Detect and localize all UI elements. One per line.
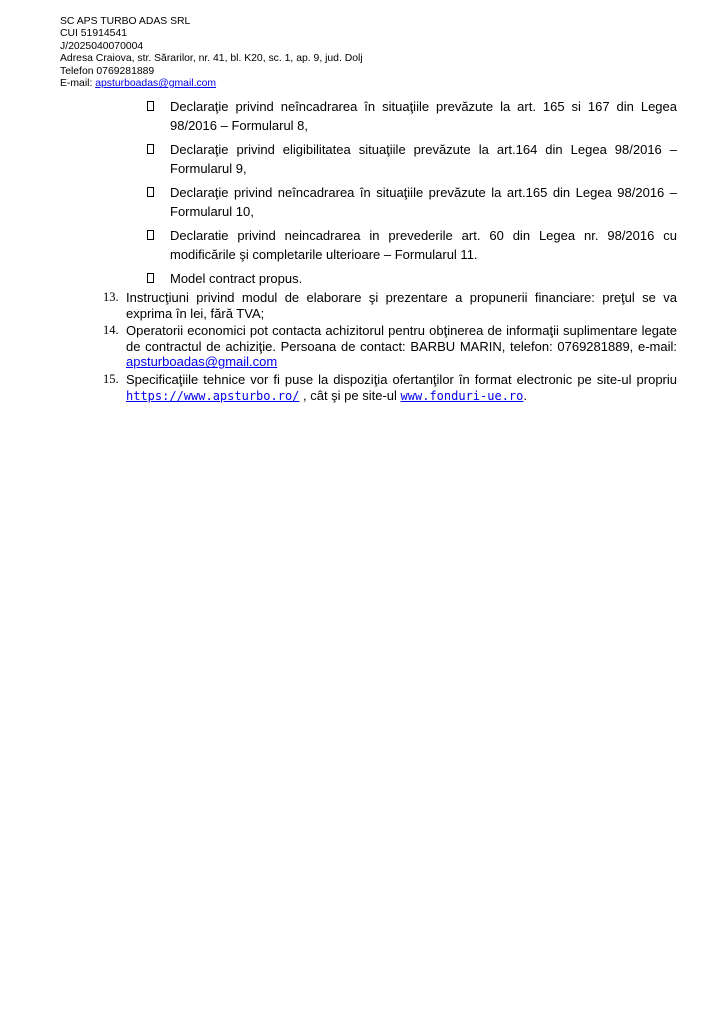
- document-numbered-list: [103, 290, 677, 406]
- bullet-box-icon: [147, 273, 154, 283]
- item-text: Operatorii economici pot contacta achizitorul pentru obţinerea de informaţii suplimentare legate de contractul de achiziţie. Persoana de contact: BARBU MARIN, telefon: 0769281889, e-mail:: [126, 323, 677, 354]
- bullet-text: Declaraţie privind eligibilitatea situaţiile prevăzute la art.164 din Legea 98/2016 – Formularul 9,: [170, 142, 677, 176]
- item-text: Specificaţiile tehnice vor fi puse la dispoziţia ofertanţilor în format electronic pe site-ul propriu: [126, 371, 677, 387]
- list-item: [147, 184, 677, 221]
- bullet-box-icon: [147, 187, 154, 197]
- item-text-end: .: [523, 387, 527, 403]
- bullet-text: Declaraţie privind neîncadrarea în situaţiile prevăzute la art.165 din Legea 98/2016 – Formularul 10,: [170, 185, 677, 219]
- list-item: [147, 270, 677, 289]
- apsturbo-site-link[interactable]: https://www.apsturbo.ro/: [126, 388, 300, 403]
- numbered-item-13: [103, 290, 677, 321]
- list-item: [147, 227, 677, 264]
- company-cui: CUI 51914541: [60, 28, 128, 40]
- item-number: 14.: [103, 323, 119, 338]
- bullet-text: Model contract propus.: [170, 271, 303, 286]
- company-name: SC APS TURBO ADAS SRL: [60, 16, 191, 27]
- numbered-item-14: [103, 323, 677, 370]
- company-registration: J/2025040070004: [60, 40, 144, 52]
- fonduri-ue-site-link[interactable]: www.fonduri-ue.ro: [400, 388, 524, 403]
- item-text: Instrucţiuni privind modul de elaborare şi prezentare a propunerii financiare: preţul se va exprima în lei, fără TVA;: [126, 290, 677, 321]
- bullet-box-icon: [147, 144, 154, 154]
- bullet-text: Declaraţie privind neîncadrarea în situaţiile prevăzute la art. 165 si 167 din Legea 98/2016 – Formularul 8,: [170, 99, 677, 133]
- company-address: Adresa Craiova, str. Sărarilor, nr. 41, bl. K20, sc. 1, ap. 9, jud. Dolj: [60, 53, 363, 65]
- list-item: [147, 141, 677, 178]
- document-header: [60, 16, 363, 90]
- list-item: [147, 98, 677, 135]
- item-number: 15.: [103, 371, 119, 386]
- email-label: E-mail:: [60, 78, 96, 90]
- document-bullet-list: [147, 98, 677, 295]
- bullet-box-icon: [147, 230, 154, 240]
- bullet-text: Declaratie privind neincadrarea in prevederile art. 60 din Legea nr. 98/2016 cu modificările şi completarile ulterioare – Formularul 11.: [170, 228, 677, 262]
- item-text-mid: , cât şi pe site-ul: [299, 387, 401, 403]
- header-email-link[interactable]: apsturboadas@gmail.com: [95, 78, 217, 90]
- company-phone: Telefon 0769281889: [60, 65, 155, 77]
- numbered-item-15: [103, 372, 677, 404]
- contact-email-link[interactable]: apsturboadas@gmail.com: [126, 354, 278, 370]
- item-number: 13.: [103, 290, 119, 304]
- company-email-line: [60, 78, 363, 90]
- bullet-box-icon: [147, 101, 154, 111]
